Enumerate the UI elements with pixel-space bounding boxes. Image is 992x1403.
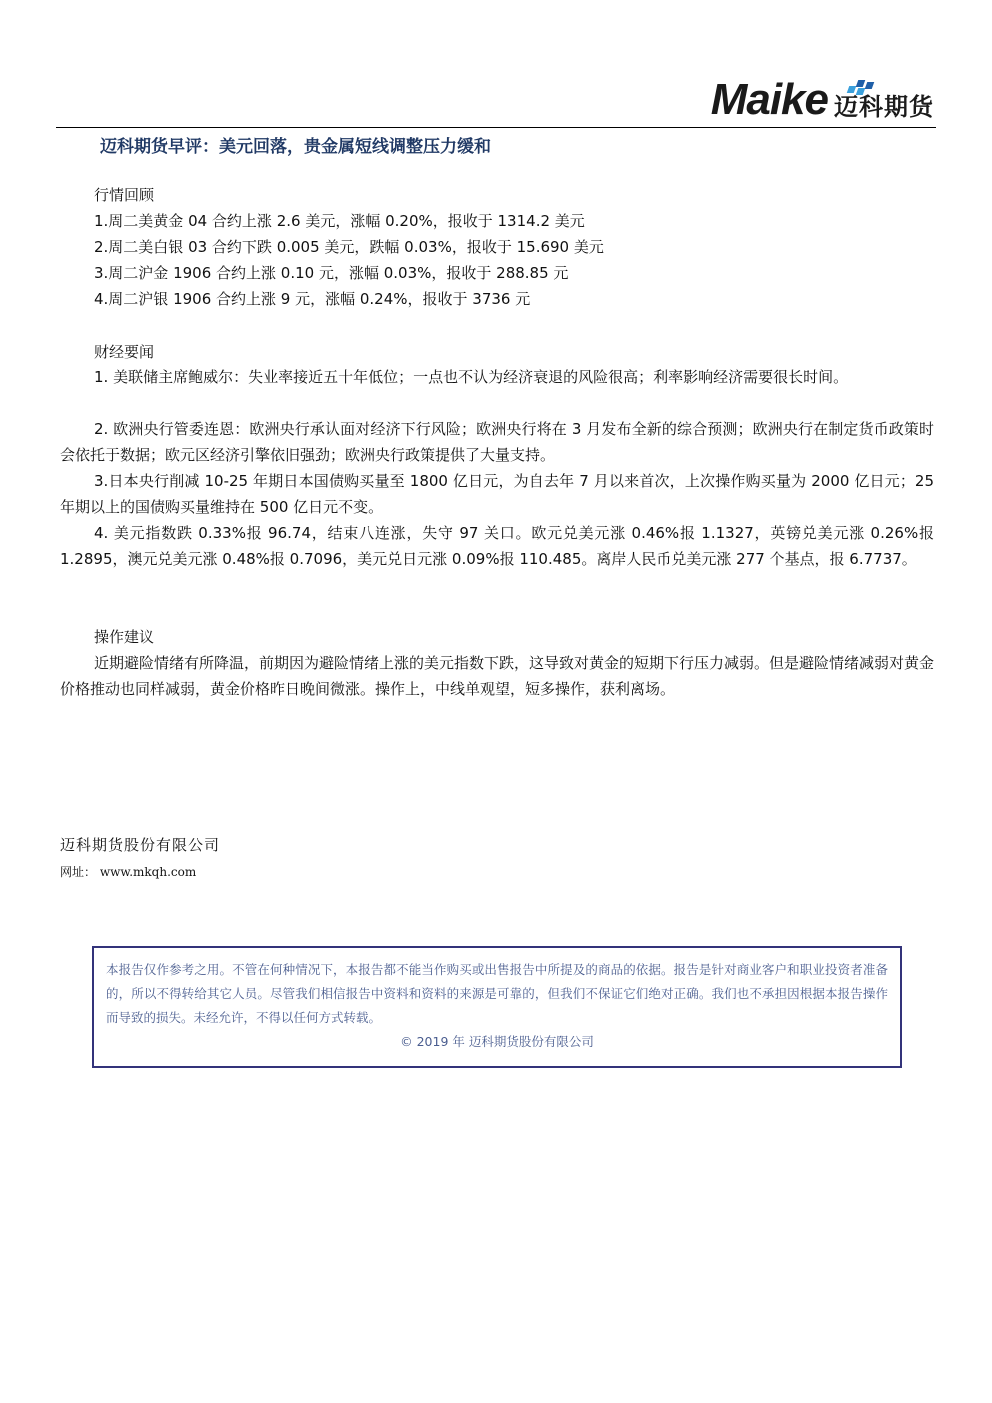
report-title: 迈科期货早评：美元回落，贵金属短线调整压力缓和 (100, 137, 491, 157)
company-logo (711, 76, 934, 122)
logo-cn-text: 迈科期货 (834, 93, 934, 121)
disclaimer-box (92, 946, 902, 1068)
operation-text: 近期避险情绪有所降温，前期因为避险情绪上涨的美元指数下跌，这导致对黄金的短期下行压力减弱。但是避险情绪减弱对黄金价格推动也同样减弱，黄金价格昨日晚间微涨。操作上，中线单观望，短多操作，获利离场。 (60, 654, 935, 698)
market-review-item: 2.周二美白银 03 合约下跌 0.005 美元，跌幅 0.03%，报收于 15.690 美元 (94, 238, 604, 256)
finance-news-item: 1. 美联储主席鲍威尔：失业率接近五十年低位；一点也不认为经济衰退的风险很高；利率影响经济需要很长时间。 (94, 368, 849, 386)
header-rule (56, 127, 936, 128)
finance-news-item: 4. 美元指数跌 0.33%报 96.74，结束八连涨，失守 97 关口。欧元兑美元涨 0.46%报 1.1327，英镑兑美元涨 0.26%报 1.2895，澳元兑美元涨 0.48%报 0.7096，美元兑日元涨 0.09%报 110.485。离岸人民币兑美元涨 277 个基点，报 6.7737。 (60, 524, 934, 568)
finance-news-item: 3.日本央行削减 10-25 年期日本国债购买量至 1800 亿日元，为自去年 7 月以来首次，上次操作购买量为 2000 亿日元；25 年期以上的国债购买量维持在 500 亿日元不变。 (60, 472, 934, 516)
footer-company: 迈科期货股份有限公司 (60, 836, 221, 854)
market-review-item: 4.周二沪银 1906 合约上涨 9 元，涨幅 0.24%，报收于 3736 元 (94, 290, 531, 308)
copyright-text: © 2019 年 迈科期货股份有限公司 (400, 1034, 594, 1049)
logo-text: Maike (710, 75, 828, 124)
operation-heading: 操作建议 (94, 628, 155, 646)
market-review-heading: 行情回顾 (94, 186, 155, 204)
page-header (0, 0, 992, 130)
disclaimer-text: 本报告仅作参考之用。不管在何种情况下，本报告都不能当作购买或出售报告中所提及的商品的依据。报告是针对商业客户和职业投资者准备的，所以不得转给其它人员。尽管我们相信报告中资料和资料的来源是可靠的，但我们不保证它们绝对正确。我们也不承担因根据本报告操作而导致的损失。未经允许，不得以任何方式转载。 (106, 962, 888, 1025)
footer-website: 网址： www.mkqh.com (60, 865, 197, 879)
market-review-item: 3.周二沪金 1906 合约上涨 0.10 元，涨幅 0.03%，报收于 288.85 元 (94, 264, 569, 282)
market-review-item: 1.周二美黄金 04 合约上涨 2.6 美元，涨幅 0.20%，报收于 1314.2 美元 (94, 212, 585, 230)
finance-news-heading: 财经要闻 (94, 343, 155, 361)
finance-news-item: 2. 欧洲央行管委连恩：欧洲央行承认面对经济下行风险；欧洲央行将在 3 月发布全新的综合预测；欧洲央行在制定货币政策时会依托于数据；欧元区经济引擎依旧强劲；欧洲央行政策提供了大量支持。 (60, 420, 934, 464)
